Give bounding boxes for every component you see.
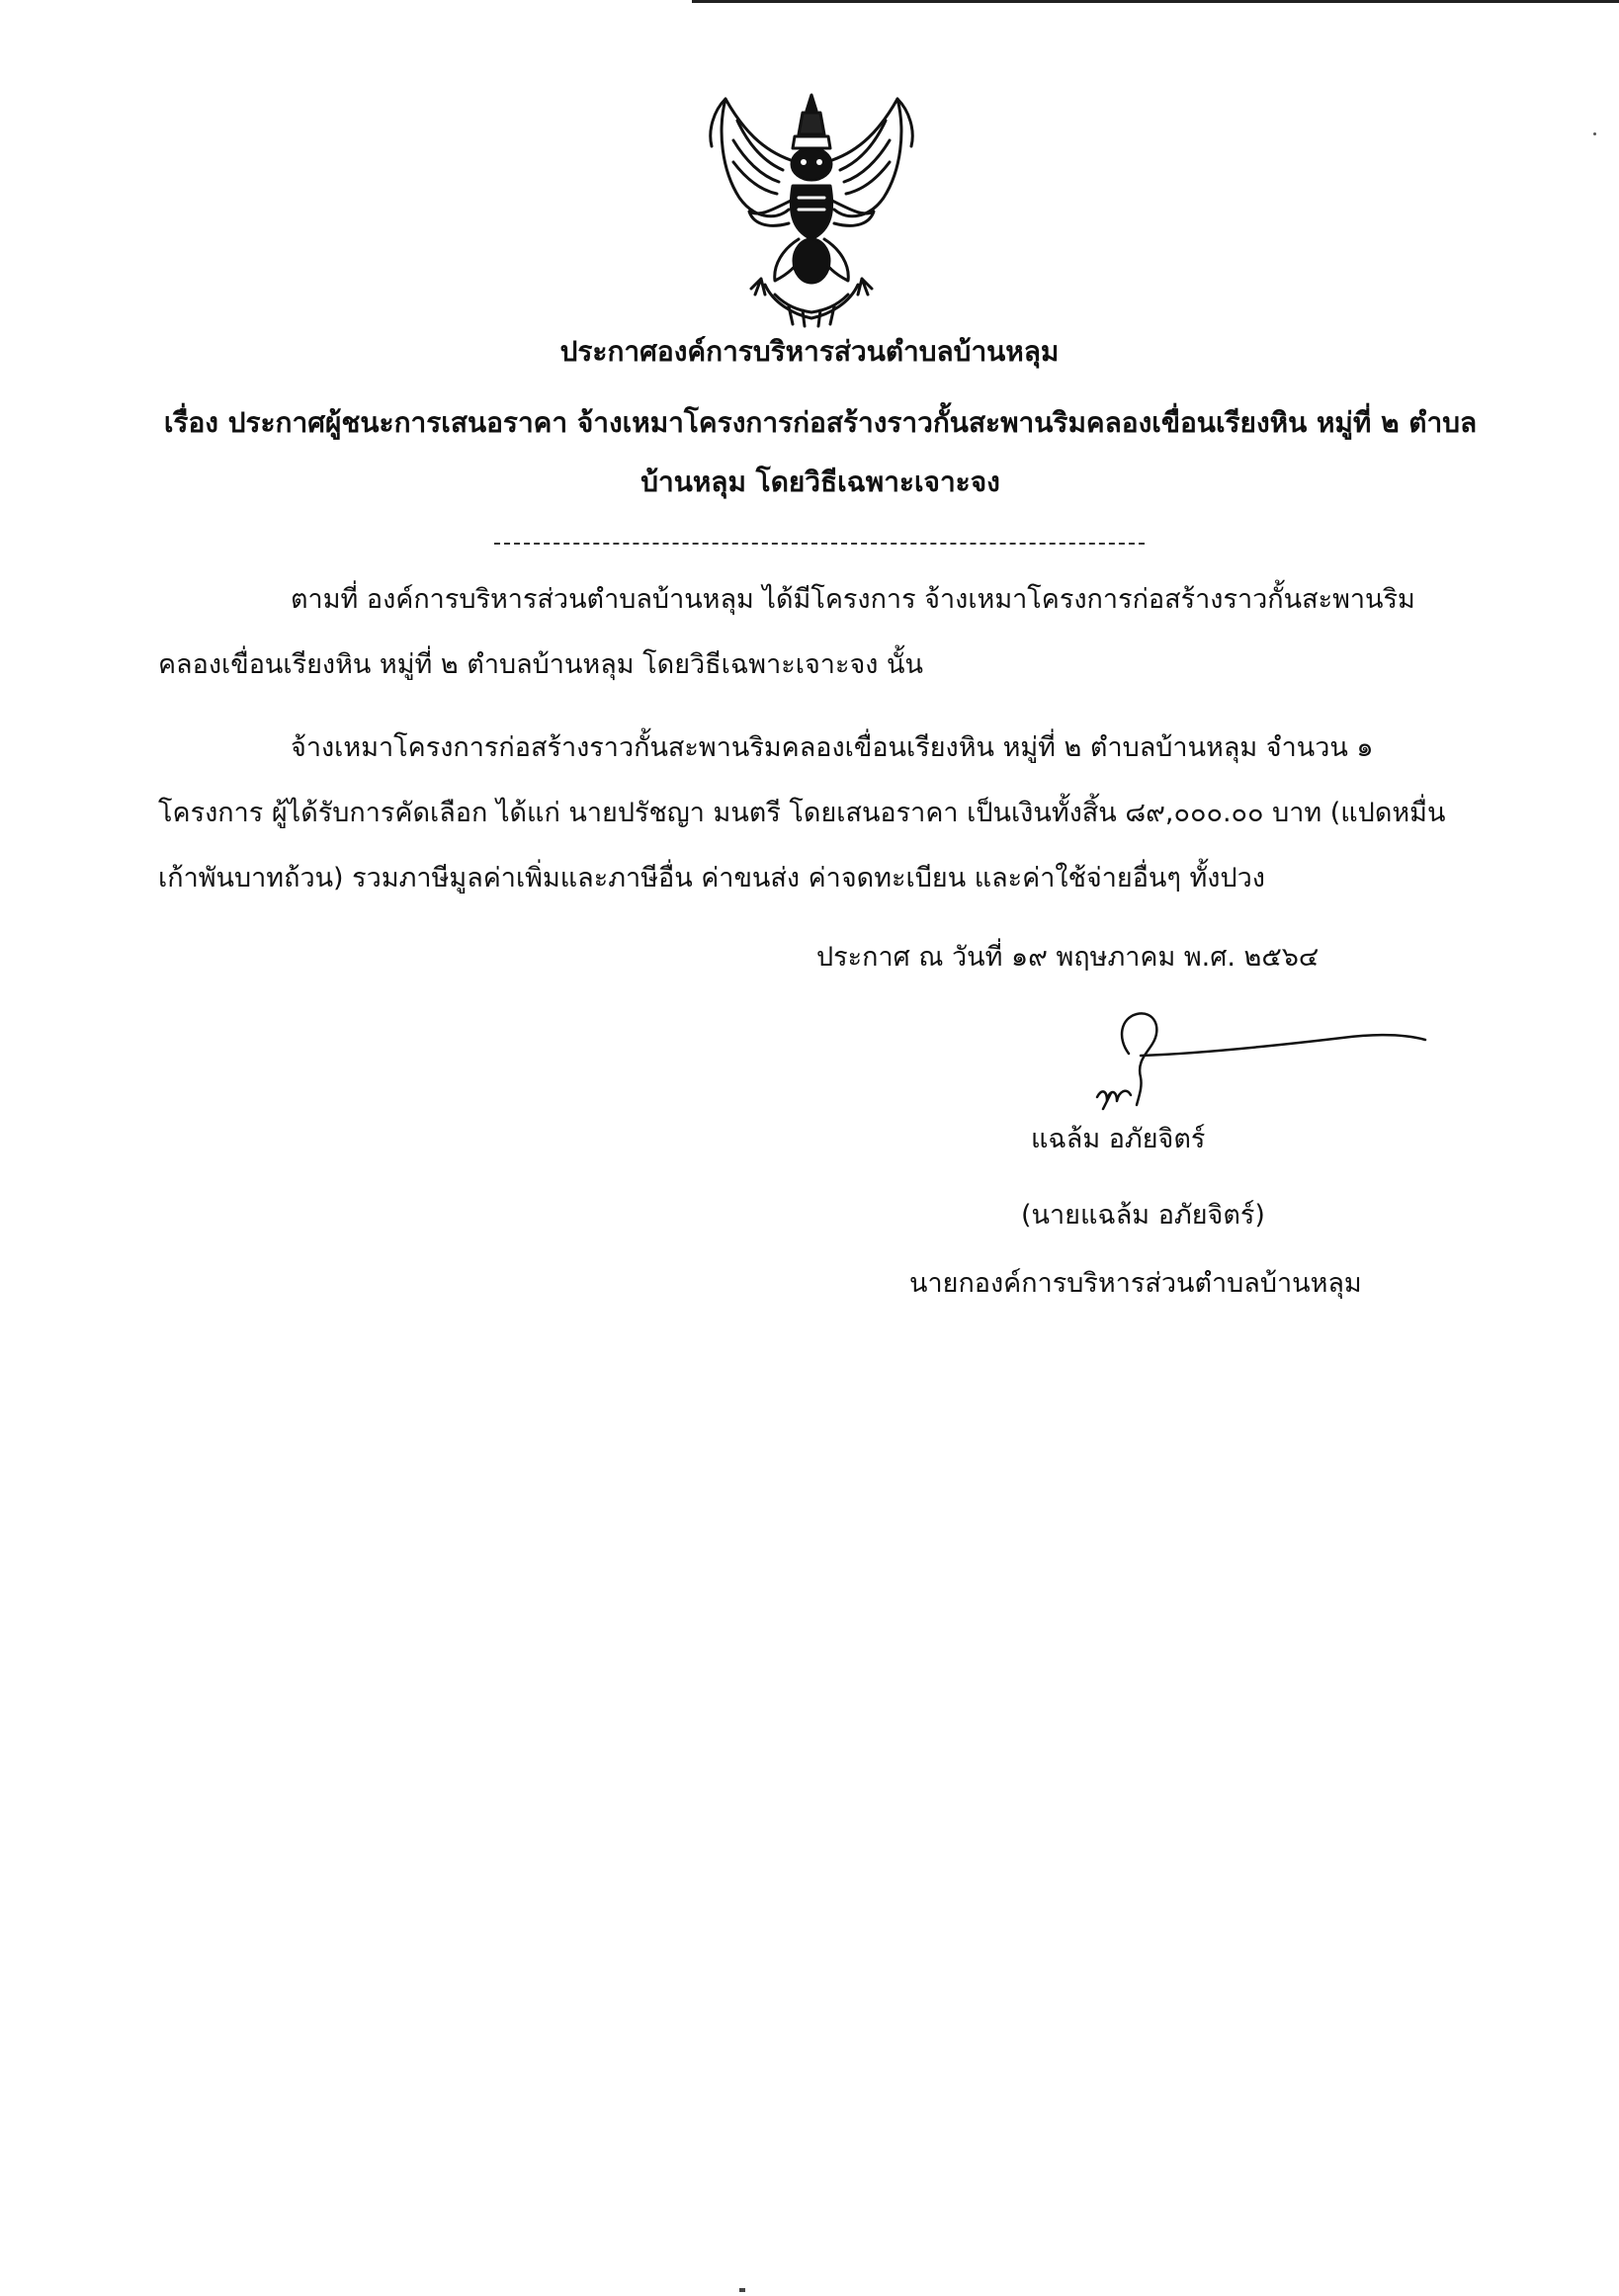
subject-line-1: เรื่อง ประกาศผู้ชนะการเสนอราคา จ้างเหมาโครงการก่อสร้างราวกั้นสะพานริมคลองเขื่อนเรียงหิน หมู่ที่ ๒ ตำบล [163,406,1478,439]
paragraph-award-line-3: เก้าพันบาทถ้วน) รวมภาษีมูลค่าเพิ่มและภาษีอื่น ค่าขนส่ง ค่าจดทะเบียน และค่าใช้จ่ายอื่นๆ ทั้งปวง [158,863,1265,893]
subject-heading [158,393,1483,512]
signer-position: นายกองค์การบริหารส่วนตำบลบ้านหลุม [909,1268,1362,1299]
dashed-divider [494,543,1145,545]
paragraph-intro [158,567,1483,698]
announcement-title: ประกาศองค์การบริหารส่วนตำบลบ้านหลุม [559,335,1060,368]
garuda-emblem-icon [704,91,919,328]
announcement-date: ประกาศ ณ วันที่ ๑๙ พฤษภาคม พ.ศ. ๒๕๖๔ [816,942,1320,973]
signer-name-parenthetical: (นายแฉล้ม อภัยจิตร์) [1021,1200,1265,1231]
paragraph-award [158,716,1483,911]
subject-line-2: บ้านหลุม โดยวิธีเฉพาะเจาะจง [640,466,1000,498]
signer-name: แฉล้ม อภัยจิตร์ [1031,1124,1206,1154]
scan-mark [739,2288,745,2292]
handwritten-signature [1077,998,1433,1127]
paragraph-award-line-2: โครงการ ผู้ได้รับการคัดเลือก ได้แก่ นายปรัชญา มนตรี โดยเสนอราคา เป็นเงินทั้งสิ้น ๘๙,๐๐๐.๐๐ บาท (แปดหมื่น [158,798,1446,828]
paragraph-intro-line-1: ตามที่ องค์การบริหารส่วนตำบลบ้านหลุม ได้มีโครงการ จ้างเหมาโครงการก่อสร้างราวกั้นสะพานริม [291,584,1415,615]
paragraph-award-line-1: จ้างเหมาโครงการก่อสร้างราวกั้นสะพานริมคลองเขื่อนเรียงหิน หมู่ที่ ๒ ตำบลบ้านหลุม จำนวน ๑ [291,732,1374,763]
scan-speck [1593,132,1596,135]
scan-edge-line [692,0,1619,3]
paragraph-intro-line-2: คลองเขื่อนเรียงหิน หมู่ที่ ๒ ตำบลบ้านหลุม โดยวิธีเฉพาะเจาะจง นั้น [158,649,923,680]
